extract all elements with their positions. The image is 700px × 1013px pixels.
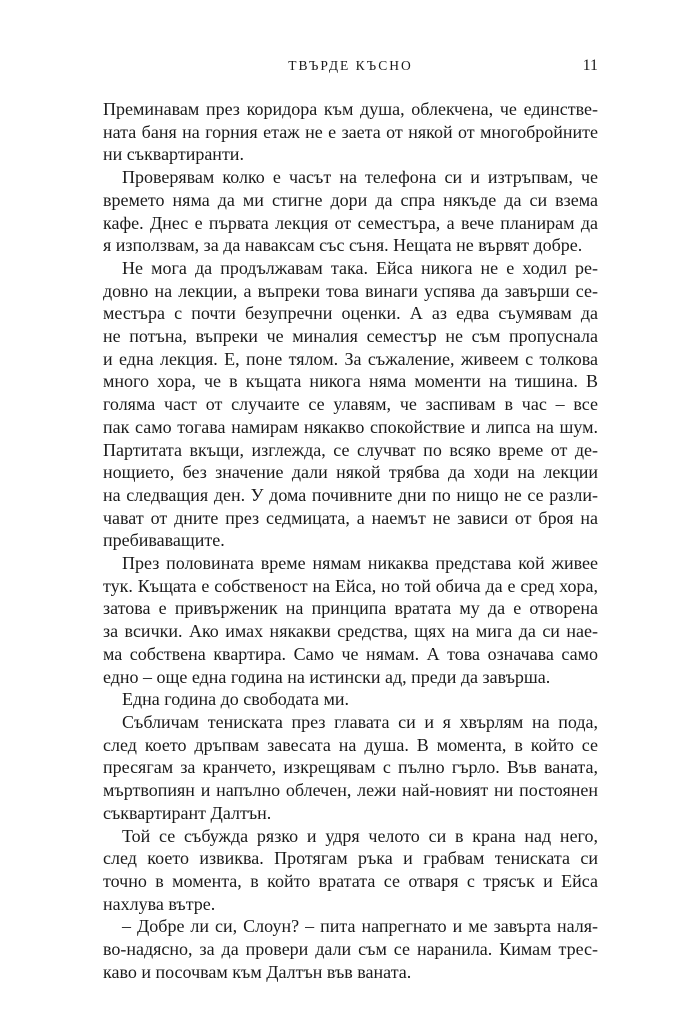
running-header (103, 58, 598, 84)
text-line: кафе. Днес е първата лекция от семестъра, а вече планирам да (103, 212, 598, 233)
text-line: През половината време нямам никаква представа кой живее (122, 553, 598, 574)
text-line: Проверявам колко е часът на телефона си и изтръпвам, че (122, 167, 598, 188)
text-line: я използвам, за да наваксам със съня. Нещата не вървят добре. (103, 235, 583, 256)
text-line: пребиваващите. (103, 530, 225, 551)
page-number: 11 (582, 57, 598, 74)
text-line: пак само тогава намирам някакво спокойствие и липса на шум. (103, 416, 598, 437)
paragraph (103, 552, 598, 688)
text-line: тук. Къщата е собственост на Ейса, но той обича да е сред хора, (103, 575, 598, 596)
text-line: во-надясно, за да провери дали съм се наранила. Кимам трес- (103, 939, 598, 960)
text-line: не потъна, въпреки че миналия семестър не съм пропуснала (103, 326, 598, 347)
text-line: Не мога да продължавам така. Ейса никога не е ходил ре- (122, 257, 598, 278)
text-line: Една година до свободата ми. (122, 689, 350, 710)
text-line: местъра с почти безупречни оценки. А аз едва съумявам да (103, 303, 598, 324)
paragraph (103, 915, 598, 983)
text-line: Събличам тениската през главата си и я хвърлям на пода, (122, 711, 598, 732)
text-line: ма собствена квартира. Само че нямам. А това означава само (103, 643, 598, 664)
text-line: и една лекция. Е, поне тялом. За съжаление, живеем с толкова (103, 348, 598, 369)
text-line: мъртвопиян и напълно облечен, лежи най-новият ни постоянен (103, 780, 598, 801)
text-line: ни съквартиранти. (103, 144, 244, 165)
text-line: затова е привърженик на принципа вратата му да е отворена (103, 598, 598, 619)
text-line: времето няма да ми стигне дори да спра някъде да си взема (103, 189, 598, 210)
text-line: голяма част от случаите се улавям, че заспивам в час – все (103, 394, 598, 415)
text-line: точно в момента, в който вратата се отваря с трясък и Ейса (103, 870, 598, 891)
text-line: каво и посочвам към Далтън във ваната. (103, 961, 412, 982)
text-line: Той се събужда рязко и удря челото си в крана над него, (122, 825, 598, 846)
text-line: Партитата вкъщи, изглежда, се случват по всяко време от де- (103, 439, 598, 460)
paragraph (103, 688, 598, 711)
paragraph (103, 98, 598, 166)
text-line: довно на лекции, а въпреки това винаги успява да завърши се- (103, 280, 598, 301)
text-line: нахлува вътре. (103, 893, 216, 914)
text-line: за всички. Ако имах някакви средства, щях на мига да си нае- (103, 621, 598, 642)
text-line: – Добре ли си, Слоун? – пита напрегнато и ме завърта наля- (122, 916, 598, 937)
book-page (103, 58, 598, 983)
paragraph (103, 711, 598, 825)
text-line: след което дръпвам завесата на душа. В момента, в който се (103, 734, 598, 755)
text-line: едно – още една година на истински ад, преди да завърша. (103, 666, 551, 687)
text-line: чават от дните през седмицата, а наемът не зависи от броя на (103, 507, 598, 528)
body-text (103, 98, 598, 983)
text-line: съквартирант Далтън. (103, 802, 272, 823)
text-line: след което извиква. Протягам ръка и грабвам тениската си (103, 848, 598, 869)
text-line: ната баня на горния етаж не е заета от някой от многобройните (103, 121, 598, 142)
book-title: ТВЪРДЕ КЪСНО (288, 58, 413, 73)
text-line: Преминавам през коридора към душа, облекчена, че единстве- (103, 99, 598, 119)
text-line: много хора, че в къщата никога няма моменти на тишина. В (103, 371, 598, 392)
text-line: пресягам за кранчето, изкрещявам с пълно гърло. Във ваната, (103, 757, 598, 778)
paragraph (103, 257, 598, 552)
paragraph (103, 825, 598, 916)
paragraph (103, 166, 598, 257)
text-line: на следващия ден. У дома почивните дни по нищо не се разли- (103, 484, 598, 505)
text-line: нощието, без значение дали някой трябва да ходи на лекции (103, 462, 598, 483)
